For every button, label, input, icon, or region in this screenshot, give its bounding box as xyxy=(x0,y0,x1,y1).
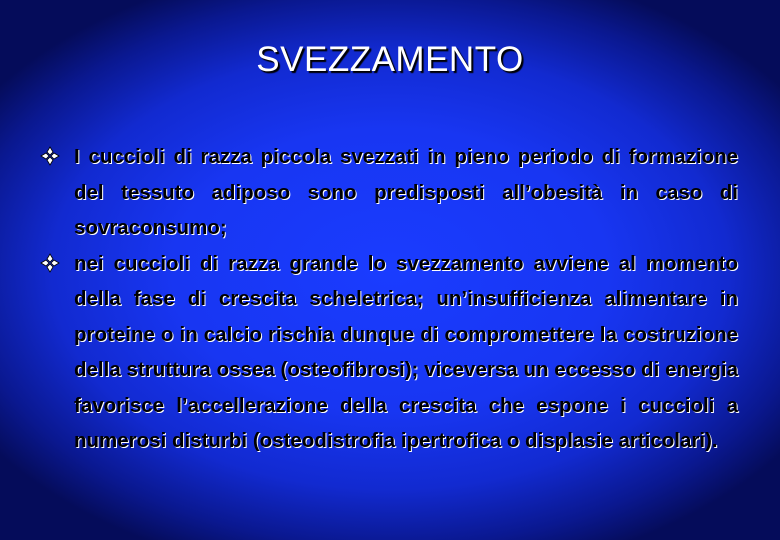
slide-title: SVEZZAMENTO xyxy=(256,40,524,79)
diamond-flower-bullet-icon xyxy=(40,253,60,273)
bullet-text: nei cuccioli di razza grande lo svezzamento avviene al momento della fase di crescita scheletrica; un’insufficienza alimentare in proteine o in calcio rischia dunque di compromettere la costruzione della struttura ossea (osteofibrosi); viceversa un eccesso di energia favorisce l’accellerazione della crescita che espone i cuccioli a numerosi disturbi (osteodistrofia ipertrofica o displasie articolari). xyxy=(74,251,738,452)
diamond-flower-bullet-icon xyxy=(40,146,60,166)
bullet-list xyxy=(40,139,738,459)
bullet-item xyxy=(40,139,738,246)
bullet-item xyxy=(40,246,738,459)
bullet-text: I cuccioli di razza piccola svezzati in pieno periodo di formazione del tessuto adiposo sono predisposti all’obesità in caso di sovraconsumo; xyxy=(74,145,738,239)
